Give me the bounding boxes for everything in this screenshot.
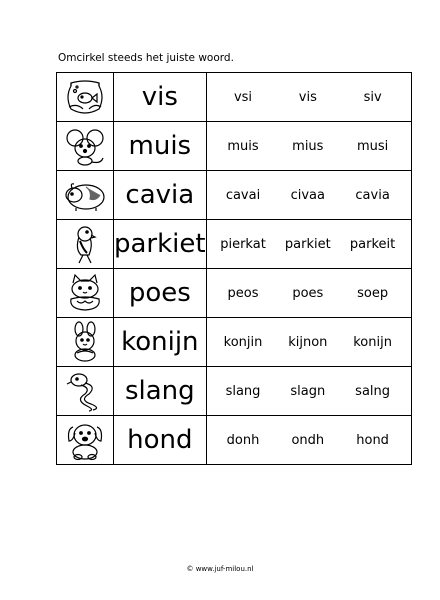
target-word: vis — [114, 73, 207, 122]
table-row — [57, 73, 412, 122]
word-option[interactable]: kijnon — [288, 334, 328, 350]
options-cell — [206, 220, 411, 269]
word-option[interactable]: parkeit — [349, 236, 396, 252]
picture-cell — [57, 318, 114, 367]
word-option[interactable]: ondh — [291, 432, 325, 448]
word-option[interactable]: donh — [226, 432, 260, 448]
cat-icon — [63, 273, 107, 313]
word-option[interactable]: slagn — [290, 383, 326, 399]
picture-cell — [57, 269, 114, 318]
word-option[interactable]: pierkat — [220, 236, 266, 252]
picture-cell — [57, 416, 114, 465]
footer-copyright: © www.juf-milou.nl — [186, 565, 254, 573]
picture-cell — [57, 171, 114, 220]
table-row — [57, 416, 412, 465]
table-row — [57, 318, 412, 367]
options-cell — [206, 269, 411, 318]
parakeet-icon — [63, 223, 107, 265]
word-option[interactable]: slang — [225, 383, 261, 399]
word-option[interactable]: peos — [227, 285, 259, 301]
target-word: cavia — [114, 171, 207, 220]
table-row — [57, 171, 412, 220]
target-word: muis — [114, 122, 207, 171]
word-option[interactable]: poes — [292, 285, 324, 301]
table-row — [57, 220, 412, 269]
options-cell — [206, 171, 411, 220]
word-option[interactable]: konjin — [223, 334, 263, 350]
word-option[interactable]: mius — [292, 138, 324, 154]
picture-cell — [57, 73, 114, 122]
target-word: hond — [114, 416, 207, 465]
dog-icon — [63, 419, 107, 461]
options-cell — [206, 122, 411, 171]
word-option[interactable]: vis — [298, 89, 317, 105]
fish-bowl-icon — [63, 77, 107, 117]
word-option[interactable]: vsi — [233, 89, 253, 105]
table-row — [57, 269, 412, 318]
word-option[interactable]: cavia — [355, 187, 390, 203]
target-word: poes — [114, 269, 207, 318]
table-row — [57, 367, 412, 416]
snake-icon — [63, 370, 107, 412]
rabbit-icon — [63, 321, 107, 363]
worksheet-table — [56, 72, 412, 465]
instruction-text: Omcirkel steeds het juiste woord. — [58, 52, 234, 64]
word-option[interactable]: civaa — [290, 187, 325, 203]
options-cell — [206, 73, 411, 122]
table-row — [57, 122, 412, 171]
word-option[interactable]: salng — [355, 383, 391, 399]
word-option[interactable]: cavai — [225, 187, 261, 203]
options-cell — [206, 416, 411, 465]
picture-cell — [57, 122, 114, 171]
target-word: parkiet — [114, 220, 207, 269]
word-option[interactable]: siv — [363, 89, 382, 105]
guinea-pig-icon — [62, 175, 108, 215]
options-cell — [206, 318, 411, 367]
word-option[interactable]: hond — [356, 432, 389, 448]
target-word: konijn — [114, 318, 207, 367]
word-option[interactable]: konijn — [353, 334, 392, 350]
word-option[interactable]: soep — [357, 285, 389, 301]
target-word: slang — [114, 367, 207, 416]
options-cell — [206, 367, 411, 416]
word-option[interactable]: musi — [356, 138, 389, 154]
picture-cell — [57, 367, 114, 416]
picture-cell — [57, 220, 114, 269]
word-option[interactable]: parkiet — [284, 236, 331, 252]
word-option[interactable]: muis — [227, 138, 259, 154]
mouse-icon — [63, 126, 107, 166]
